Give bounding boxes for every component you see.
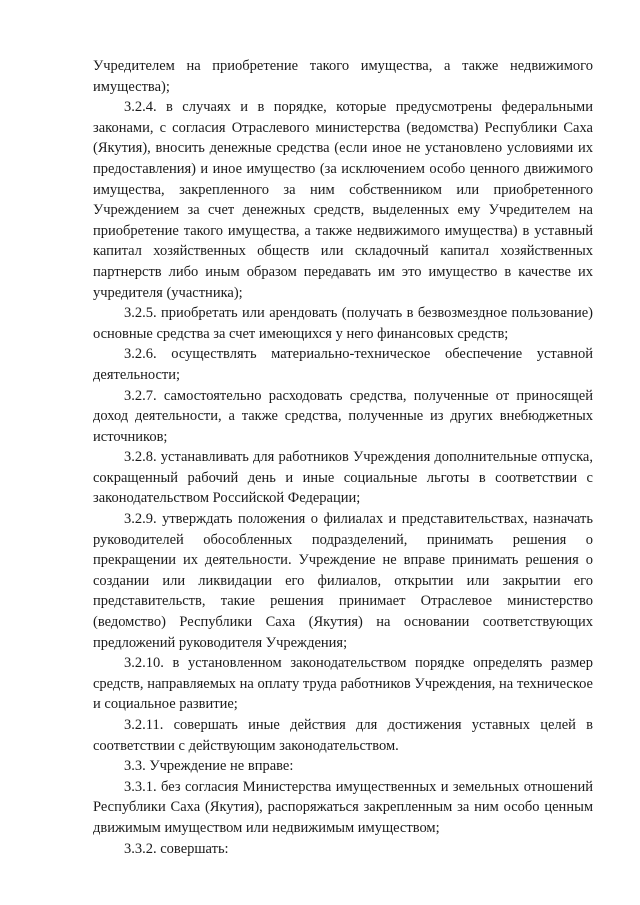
paragraph-3-2-8: 3.2.8. устанавливать для работников Учреждения дополнительные отпуска, сокращенный рабочий день и иные социальные льготы в соответствии с законодательством Российской Федерации; <box>93 449 593 507</box>
paragraph-3-2-10: 3.2.10. в установленном законодательством порядке определять размер средств, направляемых на оплату труда работников Учреждения, на техническое и социальное развитие; <box>93 655 593 713</box>
paragraph-3-3-1: 3.3.1. без согласия Министерства имущественных и земельных отношений Республики Саха (Якутия), распоряжаться закрепленным за ним особо ценным движимым имуществом или недвижимым имуществом; <box>93 778 593 836</box>
paragraph-3-2-6: 3.2.6. осуществлять материально-техническое обеспечение уставной деятельности; <box>93 346 593 383</box>
paragraph-continuation: Учредителем на приобретение такого имущества, а также недвижимого имущества); <box>93 58 593 95</box>
paragraph-3-2-5: 3.2.5. приобретать или арендовать (получать в безвозмездное пользование) основные средства за счет имеющихся у него финансовых средств; <box>93 305 593 342</box>
paragraph-3-2-4: 3.2.4. в случаях и в порядке, которые предусмотрены федеральными законами, с согласия Отраслевого министерства (ведомства) Республики Саха (Якутия), вносить денежные средства (если иное не установлено условиями их предоставления) и иное имущество (за исключением особо ценного движимого имущества, закрепленного за ним собственником или приобретенного Учреждением за счет денежных средств, выделенных ему Учредителем на приобретение такого имущества, а также недвижимого имущества) в уставный капитал хозяйственных обществ или складочный капитал хозяйственных партнерств либо иным образом передавать им это имущество в качестве их учредителя (участника); <box>93 99 593 301</box>
paragraph-3-2-11: 3.2.11. совершать иные действия для достижения уставных целей в соответствии с действующим законодательством. <box>93 717 593 754</box>
paragraph-3-3: 3.3. Учреждение не вправе: <box>124 758 294 775</box>
paragraph-3-2-7: 3.2.7. самостоятельно расходовать средства, полученные от приносящей доход деятельности, а также средства, полученные из других внебюджетных источников; <box>93 387 593 445</box>
paragraph-3-3-2: 3.3.2. совершать: <box>124 840 229 857</box>
paragraph-3-2-9: 3.2.9. утверждать положения о филиалах и представительствах, назначать руководителей обособленных подразделений, принимать решения о прекращении их деятельности. Учреждение не вправе принимать решения о создании или ликвидации его филиалов, открытии или закрытии его представительств, такие решения принимает Отраслевое министерство (ведомство) Республики Саха (Якутия) на основании соответствующих предложений руководителя Учреждения; <box>93 511 593 651</box>
